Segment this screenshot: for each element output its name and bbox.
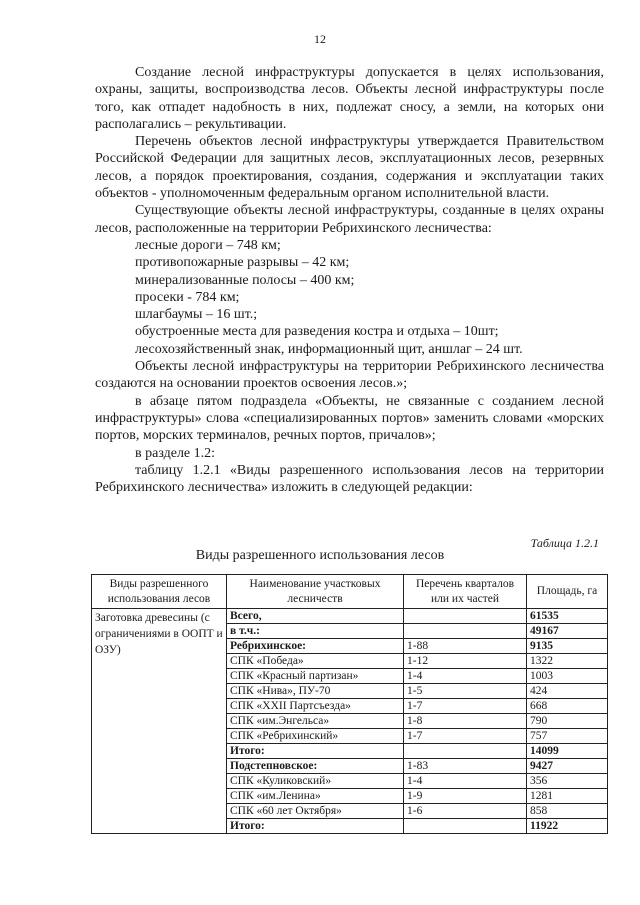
paragraph: в абзаце пятом подраздела «Объекты, не связанные с созданием лесной инфраструктуры» слова «специализированных портов» заменить словами «морских портов, морских терминалов, речных портов, причалов»;: [95, 393, 604, 444]
quarters-cell: 1-4: [404, 669, 527, 684]
quarters-cell: 1-8: [404, 714, 527, 729]
header-quarters: Перечень кварталов или их частей: [404, 575, 527, 609]
table-header: [92, 575, 608, 609]
quarters-cell: 1-12: [404, 654, 527, 669]
district-name-cell: СПК «Нива», ПУ-70: [227, 684, 404, 699]
area-cell: 61535: [527, 609, 608, 624]
area-cell: 49167: [527, 624, 608, 639]
list-item: противопожарные разрывы – 42 км;: [135, 255, 350, 271]
page-number: 12: [314, 32, 326, 46]
list-item: лесохозяйственный знак, информационный щит, аншлаг – 24 шт.: [135, 341, 523, 357]
paragraph: в разделе 1.2:: [135, 445, 216, 461]
district-name-cell: СПК «им.Ленина»: [227, 789, 404, 804]
area-cell: 1003: [527, 669, 608, 684]
district-name-cell: СПК «Красный партизан»: [227, 669, 404, 684]
quarters-cell: 1-7: [404, 729, 527, 744]
area-cell: 11922: [527, 819, 608, 834]
table-body: [92, 609, 608, 834]
district-name-cell: СПК «Ребрихинский»: [227, 729, 404, 744]
quarters-cell: 1-9: [404, 789, 527, 804]
list-item: лесные дороги – 748 км;: [135, 237, 281, 253]
list-item: просеки - 784 км;: [135, 289, 240, 305]
district-name-cell: СПК «60 лет Октября»: [227, 804, 404, 819]
quarters-cell: [404, 609, 527, 624]
area-cell: 424: [527, 684, 608, 699]
area-cell: 858: [527, 804, 608, 819]
table-title: Виды разрешенного использования лесов: [195, 548, 445, 563]
area-cell: 668: [527, 699, 608, 714]
quarters-cell: 1-83: [404, 759, 527, 774]
quarters-cell: 1-7: [404, 699, 527, 714]
district-name-cell: в т.ч.:: [227, 624, 404, 639]
header-use-type: Виды разрешенного использования лесов: [92, 575, 227, 609]
district-name-cell: СПК «Куликовский»: [227, 774, 404, 789]
land-use-table: [91, 574, 608, 834]
paragraph: Объекты лесной инфраструктуры на территории Ребрихинского лесничества создаются на основании проектов освоения лесов.»;: [95, 359, 604, 392]
header-area: Площадь, га: [527, 575, 608, 609]
area-cell: 1322: [527, 654, 608, 669]
use-type-cell: Заготовка древесины (с ограничениями в ООПТ и ОЗУ): [92, 609, 227, 834]
quarters-cell: 1-88: [404, 639, 527, 654]
district-name-cell: СПК «XXII Партсъезда»: [227, 699, 404, 714]
district-name-cell: Итого:: [227, 819, 404, 834]
district-name-cell: Подстепновское:: [227, 759, 404, 774]
district-name-cell: СПК «им.Энгельса»: [227, 714, 404, 729]
district-name-cell: Итого:: [227, 744, 404, 759]
area-cell: 9427: [527, 759, 608, 774]
area-cell: 14099: [527, 744, 608, 759]
quarters-cell: 1-4: [404, 774, 527, 789]
list-item: шлагбаумы – 16 шт.;: [135, 307, 258, 323]
quarters-cell: [404, 624, 527, 639]
paragraph: Существующие объекты лесной инфраструктуры, созданные в целях охраны лесов, расположенные на территории Ребрихинского лесничества:: [95, 203, 604, 236]
table-header-row: [92, 575, 608, 609]
paragraph: Создание лесной инфраструктуры допускается в целях использования, охраны, защиты, воспроизводства лесов. Объекты лесной инфраструктуры после того, как отпадет надобность в них, подлежат сносу, а земли, на которых они располагались – рекультивации.: [95, 65, 604, 132]
district-name-cell: СПК «Победа»: [227, 654, 404, 669]
quarters-cell: [404, 819, 527, 834]
body-text: [95, 64, 604, 496]
quarters-cell: 1-6: [404, 804, 527, 819]
area-cell: 757: [527, 729, 608, 744]
list-item: минерализованные полосы – 400 км;: [135, 272, 355, 288]
table-label: Таблица 1.2.1: [530, 536, 599, 550]
district-name-cell: Ребрихинское:: [227, 639, 404, 654]
paragraph: таблицу 1.2.1 «Виды разрешенного использования лесов на территории Ребрихинского лесничества» изложить в следующей редакции:: [95, 462, 604, 496]
header-district-name: Наименование участковых лесничеств: [227, 575, 404, 609]
area-cell: 9135: [527, 639, 608, 654]
area-cell: 1281: [527, 789, 608, 804]
area-cell: 356: [527, 774, 608, 789]
table-row: [92, 609, 608, 624]
area-cell: 790: [527, 714, 608, 729]
quarters-cell: [404, 744, 527, 759]
quarters-cell: 1-5: [404, 684, 527, 699]
district-name-cell: Всего,: [227, 609, 404, 624]
paragraph: Перечень объектов лесной инфраструктуры утверждается Правительством Российской Федерации для защитных лесов, эксплуатационных лесов, резервных лесов, а порядок проектирования, создания, содержания и эксплуатации таких объектов - уполномоченным федеральным органом исполнительной власти.: [95, 134, 604, 202]
list-item: обустроенные места для разведения костра и отдыха – 10шт;: [135, 324, 499, 340]
